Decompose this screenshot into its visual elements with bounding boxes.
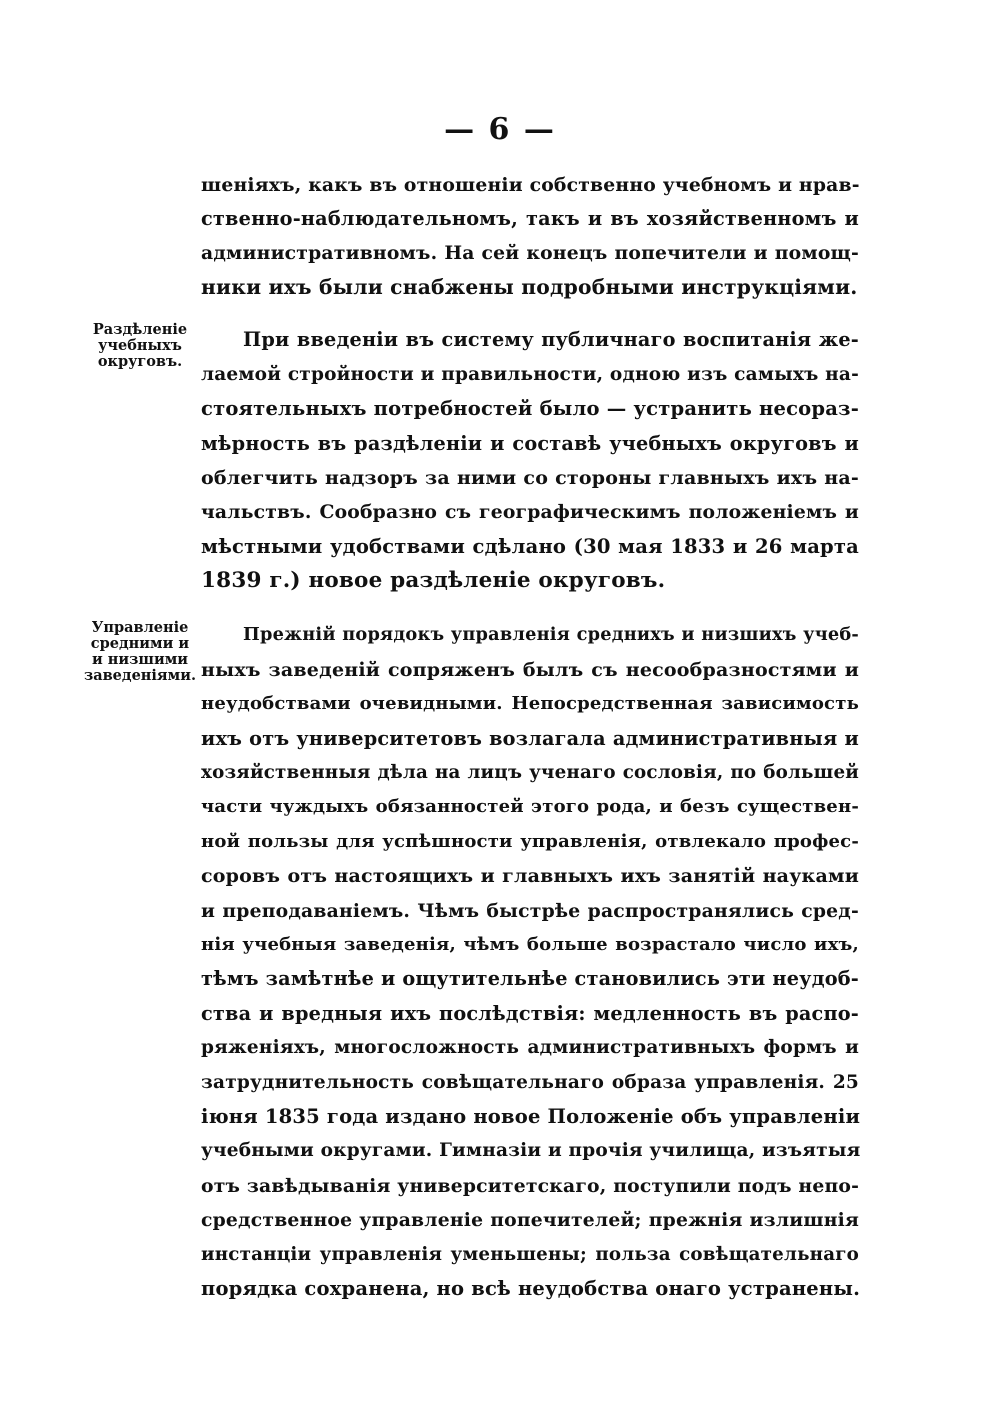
text-line: затруднительность совѣщательнаго образа управленія. 25 (201, 1072, 859, 1093)
text-line: инстанціи управленія уменьшены; польза совѣщательнаго (201, 1244, 859, 1265)
text-line: хозяйственныя дѣла на лицъ ученаго сословія, по большей (201, 762, 859, 783)
text-line: ной пользы для успѣшности управленія, отвлекало профес- (201, 831, 859, 852)
text-line: ники ихъ были снабжены подробными инструкціями. (201, 275, 858, 299)
margin-note-line: учебныхъ (98, 337, 182, 354)
text-line: ихъ отъ университетовъ возлагала административныя и (201, 727, 859, 750)
text-line: шеніяхъ, какъ въ отношеніи собственно учебномъ и нрав- (201, 174, 860, 196)
text-line: лаемой стройности и правильности, одною изъ самыхъ на- (201, 364, 859, 385)
text-line: неудобствами очевидными. Непосредственная зависимость (201, 693, 859, 714)
text-line: части чуждыхъ обязанностей этого рода, и безъ существен- (201, 796, 859, 817)
margin-note-line: средними и (90, 635, 190, 652)
text-line: іюня 1835 года издано новое Положеніе объ управленіи (201, 1105, 861, 1128)
text-line: учебными округами. Гимназіи и прочія училища, изъятыя (201, 1140, 861, 1161)
text-line: При введеніи въ систему публичнаго воспитанія же- (243, 328, 859, 351)
margin-note-line: округовъ. (97, 353, 183, 370)
text-line: средственное управленіе попечителей; прежнія излишнія (201, 1209, 859, 1231)
margin-note-line: заведеніями. (83, 667, 197, 684)
text-line: и преподаваніемъ. Чѣмъ быстрѣе распространялись сред- (201, 900, 859, 922)
text-line: административномъ. На сей конецъ попечители и помощ- (201, 242, 859, 264)
text-line: отъ завѣдыванія университетскаго, поступили подъ непо- (201, 1175, 860, 1197)
text-line: ныхъ заведеній сопряженъ былъ съ несообразностями и (201, 659, 859, 681)
text-line: порядка сохранена, но всѣ неудобства онаго устранены. (201, 1277, 861, 1300)
page-number: — 6 — (444, 112, 556, 147)
margin-note-line: Раздѣленіе (92, 321, 188, 338)
text-line: тѣмъ замѣтнѣе и ощутительнѣе становились эти неудоб- (201, 967, 859, 990)
text-line: облегчить надзоръ за ними со стороны главныхъ ихъ на- (201, 467, 859, 489)
text-line: мѣстными удобствами сдѣлано (30 мая 1833 и 26 марта (201, 535, 859, 558)
text-line: нія учебныя заведенія, чѣмъ больше возрастало число ихъ, (201, 934, 859, 955)
text-line: чальствъ. Сообразно съ географическимъ положеніемъ и (201, 501, 859, 523)
text-line: ряженіяхъ, многосложность административныхъ формъ и (201, 1037, 859, 1058)
text-line: Прежній порядокъ управленія среднихъ и низшихъ учеб- (243, 624, 859, 645)
text-line: ства и вредныя ихъ послѣдствія: медленность въ распо- (201, 1002, 859, 1025)
margin-note-division-of-districts (80, 322, 200, 370)
text-line: стоятельныхъ потребностей было — устранить несораз- (201, 397, 859, 420)
margin-note-line: Управленіе (91, 619, 189, 636)
text-line: соровъ отъ настоящихъ и главныхъ ихъ занятій науками (201, 865, 859, 887)
text-line: ственно-наблюдательномъ, такъ и въ хозяйственномъ и (201, 207, 859, 230)
text-line: мѣрность въ раздѣленіи и составѣ учебныхъ округовъ и (201, 432, 859, 455)
text-line: 1839 г.) новое раздѣленіе округовъ. (201, 568, 666, 593)
margin-note-line: и низшими (91, 651, 189, 668)
margin-note-management-of-schools (80, 620, 200, 684)
